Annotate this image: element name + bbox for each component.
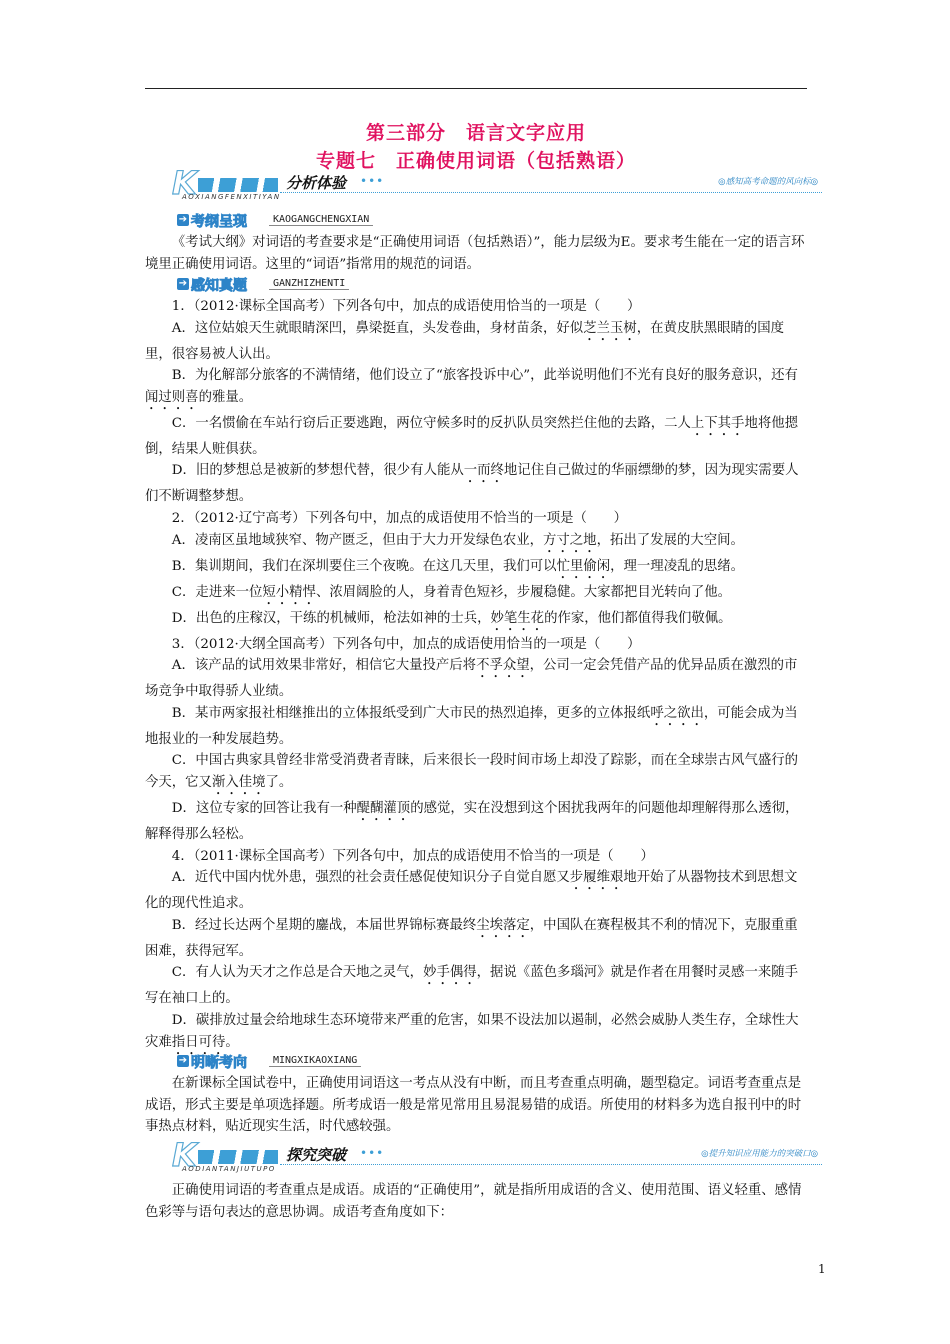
- dotted-idiom: 闻过则喜: [145, 389, 199, 405]
- k-logo: K: [172, 164, 197, 202]
- syllabus-paragraph: [145, 232, 807, 275]
- question-option: [145, 655, 807, 703]
- question-stem: 1．（2012·课标全国高考）下列各句中，加点的成语使用恰当的一项是（ ）: [171, 299, 641, 314]
- question-option: [145, 365, 807, 413]
- option-text: 的感觉，实在没想到这个困扰我两年的问题他却理解得那么透彻，解释得那么轻松。: [145, 800, 799, 842]
- header-rule: [145, 88, 807, 89]
- option-text: ，理一理凌乱的思绪。: [610, 558, 745, 574]
- option-text: C．有人认为天才之作总是合天地之灵气，: [171, 965, 424, 981]
- option-text: ，据说《蓝色多瑙河》就是作者在用餐时灵感一来随手写在袖口上的。: [145, 965, 799, 1007]
- arrow-icon: ➔: [178, 214, 188, 225]
- topic-title: 专题七 正确使用词语（包括熟语）: [315, 150, 636, 172]
- dotted-idiom: 不孚众望: [476, 658, 530, 674]
- section-banner-analysis: [172, 164, 822, 204]
- arrow-icon: ➔: [178, 278, 188, 289]
- option-text: D．旧的梦想总是被新的梦想代替，很少有人能从: [171, 463, 464, 479]
- subheading-pinyin: KAOGANGCHENGXIAN: [269, 214, 373, 226]
- option-text: D．这位专家的回答让我有一种: [171, 800, 357, 816]
- option-text: ，拓出了发展的大空间。: [596, 532, 744, 548]
- question-option: [145, 530, 807, 556]
- dotted-idiom: 忙里偷闲: [556, 558, 611, 574]
- option-text: B．为化解部分旅客的不满情绪，他们设立了“旅客投诉中心”，此举说明他们不光有良好的服务意识，还有: [171, 368, 798, 384]
- banner-slogan: ◎提升知识应用能力的突破口◎: [701, 1149, 818, 1159]
- question-option: [145, 460, 807, 508]
- dotted-idiom: 妙手偶得: [423, 965, 477, 981]
- option-text: C．一名惯偷在车站行窃后正要逃跑，两位守候多时的反扒队员突然拦住他的去路，二人: [171, 415, 691, 431]
- question-option: [145, 962, 807, 1010]
- option-text: A．这位姑娘天生就眼睛深凹，鼻梁挺直，头发卷曲，身材苗条，好似: [171, 320, 584, 336]
- option-text: 了。: [265, 774, 293, 790]
- k-logo: K: [172, 1136, 197, 1174]
- option-text: 。: [225, 1034, 239, 1050]
- direction-text: 在新课标全国试卷中，正确使用词语这一考点从没有中断，而且考查重点明确，题型稳定。词语考查重点是成语，形式主要是单项选择题。所考成语一般是常见常用且易混易错的成语。所使用的材料多为选自报刊中的时事热点材料，贴近现实生活，时代感较强。: [145, 1076, 802, 1135]
- subheading-label: 感知真题: [191, 278, 247, 294]
- question-option: [145, 582, 807, 608]
- question-option: [145, 413, 807, 461]
- banner-label: 探究突破: [286, 1146, 347, 1164]
- page-number: 1: [818, 1262, 826, 1276]
- option-text: 、浓眉阔脸的人，身着青色短衫，步履稳健。大家都把目光转向了他。: [315, 584, 732, 600]
- banner-dots: •••: [360, 1146, 385, 1160]
- section-banner-breakthrough: [172, 1136, 822, 1176]
- dotted-idiom: 短小精悍: [262, 584, 316, 600]
- question-stem: 2．（2012·辽宁高考）下列各句中，加点的成语使用不恰当的一项是（ ）: [171, 510, 628, 526]
- banner-slogan: ◎感知高考命题的风向标◎: [718, 177, 818, 187]
- syllabus-text: 《考试大纲》对词语的考查要求是“正确使用词语（包括熟语）”，能力层级为E。要求考生能在一定的语言环境里正确使用词语。这里的“词语”指常用的规范的词语。: [145, 235, 805, 272]
- option-text: 地记住自己做过的华丽缥缈的梦，因为现实需要人们不断调整梦想。: [145, 463, 799, 505]
- dotted-idiom: 方寸之地: [543, 532, 597, 548]
- option-text: A．该产品的试用效果非常好，相信它大量投产后将: [171, 658, 477, 674]
- option-text: ，在黄皮肤黑眼睛的国度里，很容易被人认出。: [145, 320, 785, 362]
- option-text: D．出色的庄稼汉，干练的机械师，枪法如神的士兵，: [171, 610, 491, 626]
- dotted-idiom: 渐入佳境: [211, 774, 266, 790]
- question-option: [145, 867, 807, 915]
- option-text: 的雅量。: [198, 389, 253, 405]
- subheading-pinyin: MINGXIKAOXIANG: [269, 1055, 361, 1067]
- banner-stripes: [198, 178, 278, 192]
- subheading-label: 明晰考向: [191, 1055, 247, 1071]
- option-text: C．中国古典家具曾经非常受消费者青睐，后来很长一段时间市场上却没了踪影，而在全球崇古风气盛行的今天，它又: [145, 753, 799, 790]
- option-text: C．走进来一位: [171, 584, 263, 600]
- intro-paragraph: [145, 1180, 807, 1223]
- question-option: [145, 318, 807, 366]
- question-option: [145, 703, 807, 751]
- dotted-idiom: 上下其手: [690, 415, 745, 431]
- option-text: ，公司一定会凭借产品的优异品质在激烈的市场竞争中取得骄人业绩。: [145, 658, 798, 700]
- arrow-icon: ➔: [178, 1055, 188, 1066]
- question-option: [145, 798, 807, 846]
- subheading-pinyin: GANZHIZHENTI: [269, 278, 349, 290]
- question-option: [145, 1010, 807, 1058]
- direction-paragraph: [145, 1073, 807, 1138]
- option-text: 的作家，他们都值得我们敬佩。: [544, 610, 732, 626]
- dotted-idiom: 芝兰玉树: [583, 320, 637, 336]
- question-option: [145, 750, 807, 798]
- part-title: 第三部分 语言文字应用: [365, 122, 586, 144]
- option-text: B．某市两家报社相继推出的立体报纸受到广大市民的热烈追捧，更多的立体报纸: [171, 705, 651, 721]
- option-text: ，可能会成为当地报业的一种发展趋势。: [145, 705, 798, 747]
- question-stem: 4．（2011·课标全国高考）下列各句中，加点的成语使用不恰当的一项是（ ）: [171, 848, 654, 864]
- question-list: [145, 296, 807, 1058]
- option-text: 地将他摁倒，结果人赃俱获。: [145, 415, 799, 457]
- option-text: B．集训期间，我们在深圳要住三个夜晚。在这几天里，我们可以: [171, 558, 557, 574]
- option-text: A．近代中国内忧外患，强烈的社会责任感促使知识分子自觉自愿又: [171, 870, 570, 886]
- dotted-idiom: 妙笔生花: [490, 610, 545, 626]
- intro-text: 正确使用词语的考查重点是成语。成语的“正确使用”，就是指所用成语的含义、使用范围、语义轻重、感情色彩等与语句表达的意思协调。成语考查角度如下：: [145, 1183, 802, 1220]
- dotted-idiom: 一而终: [463, 463, 504, 479]
- option-text: 地开始了从器物技术到思想文化的现代性追求。: [145, 870, 798, 912]
- dotted-idiom: 尘埃落定: [476, 917, 530, 933]
- dotted-idiom: 醍醐灌顶: [356, 800, 411, 816]
- subheading-label: 考纲呈现: [191, 214, 247, 230]
- question-stem: 3．（2012·大纲全国高考）下列各句中，加点的成语使用恰当的一项是（ ）: [171, 636, 641, 652]
- banner-stripes: [198, 1150, 278, 1164]
- dotted-idiom: 呼之欲出: [650, 705, 704, 721]
- banner-dots: •••: [360, 174, 385, 188]
- dotted-idiom: 指日可待: [171, 1034, 226, 1050]
- question-option: [145, 915, 807, 963]
- option-text: ，中国队在赛程极其不利的情况下，克服重重困难，获得冠军。: [145, 917, 798, 959]
- option-text: D．碳排放过量会给地球生态环境带来严重的危害，如果不设法加以遏制，必然会威胁人类生存，全球性大灾难: [145, 1012, 799, 1050]
- banner-pinyin: AOXIANGFENXITIYAN: [182, 193, 281, 201]
- question-option: [145, 556, 807, 582]
- option-text: A．凌南区虽地域狭窄、物产匮乏，但由于大力开发绿色农业，: [171, 532, 544, 548]
- banner-label: 分析体验: [286, 174, 347, 192]
- banner-pinyin: AODIANTANJIUTUPO: [182, 1165, 276, 1173]
- dotted-idiom: 步履维艰: [569, 870, 624, 886]
- option-text: B．经过长达两个星期的鏖战，本届世界锦标赛最终: [171, 917, 477, 933]
- question-option: [145, 608, 807, 634]
